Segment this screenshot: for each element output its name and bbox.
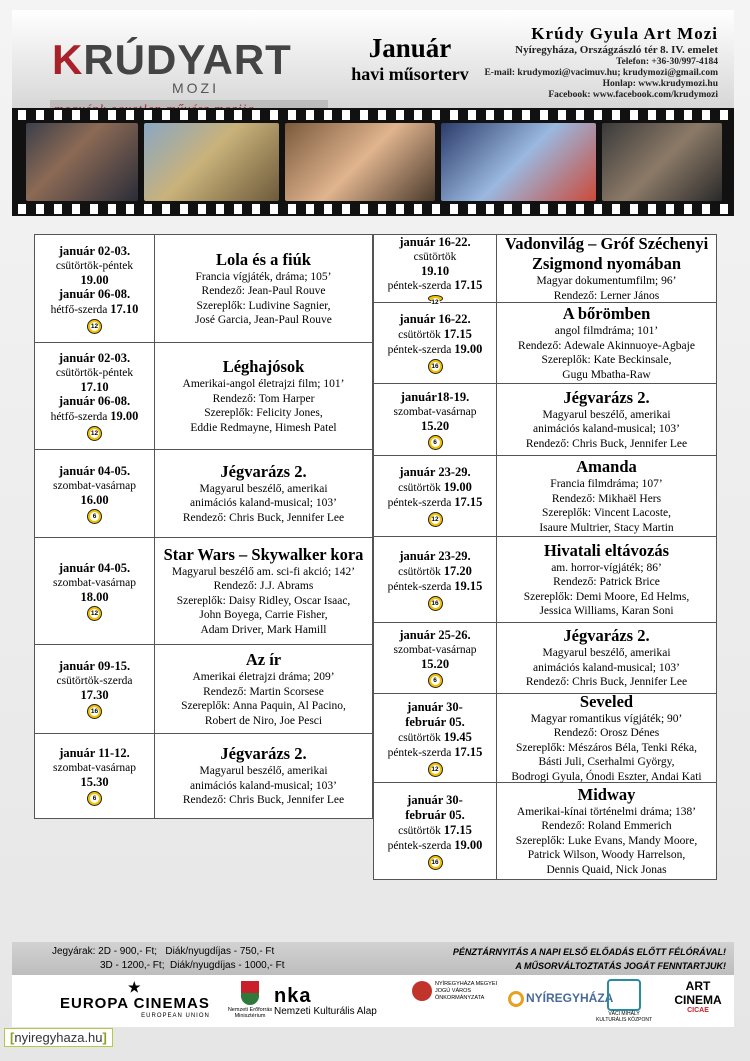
film-title: A bőrömben — [562, 304, 651, 323]
city-label: NYÍREGYHÁZA — [526, 991, 614, 1006]
age-rating-value: 6 — [431, 438, 440, 447]
ministry-logo — [220, 981, 280, 1019]
logo-sub: MOZI — [172, 80, 219, 96]
screening-times — [374, 384, 497, 455]
screening-time: 17.30 — [80, 688, 109, 702]
logo-text-rest: RÚDYART — [83, 36, 292, 83]
screening-date: január 02-03. — [58, 351, 131, 365]
screening-time: 19.15 — [454, 578, 483, 593]
age-rating-value: 12 — [431, 299, 439, 306]
screening-day: péntek-szerda — [387, 344, 452, 356]
screening-time: 17.15 — [454, 744, 483, 759]
film-detail-line: Magyarul beszélő, amerikai — [199, 482, 328, 495]
screening-day: péntek-szerda — [387, 839, 452, 852]
film-detail-line: Rendező: Lerner János — [553, 289, 660, 302]
screening-time: 17.10 — [80, 380, 109, 394]
program-column-left — [34, 234, 373, 819]
screening-day-time — [398, 564, 472, 579]
bracket-close-icon: ] — [102, 1030, 107, 1045]
film-title: Vadonvilág – Gróf Széchenyi Zsigmond nyomában — [504, 234, 709, 273]
film-detail-line: Rendező: Tom Harper — [212, 392, 315, 405]
age-rating-value: 12 — [90, 430, 99, 437]
film-detail-line: Magyarul beszélő, amerikai — [199, 765, 328, 778]
screening-time: 19.10 — [420, 264, 450, 278]
age-rating-icon — [428, 435, 443, 450]
ticket-prices — [52, 945, 285, 973]
filmstrip-banner — [12, 108, 734, 216]
film-info — [497, 537, 716, 622]
screening-day: szombat-vasárnap — [52, 577, 137, 589]
website: Honlap: www.krudymozi.hu — [602, 79, 718, 89]
film-detail-line: Szereplők: Mészáros Béla, Tenki Réka, — [515, 741, 697, 754]
film-detail-line: Szereplők: Demi Moore, Ed Helms, — [523, 590, 690, 603]
city-ring-icon — [508, 991, 524, 1007]
age-rating-value: 16 — [90, 708, 99, 715]
screening-day: csütörtök-szerda — [56, 675, 133, 687]
screening-time: 15.30 — [80, 775, 109, 789]
screening-day: csütörtök-péntek — [55, 259, 134, 272]
notice-box-office: PÉNZTÁRNYITÁS A NAPI ELSŐ ELŐADÁS ELŐTT FÉLÓRÁVAL! — [452, 947, 726, 957]
cinema-name: Krúdy Gyula Art Mozi — [531, 24, 718, 43]
screening-time: 17.15 — [454, 495, 483, 509]
price-line-3d: 3D - 1200,- Ft; Diák/nyugdíjas - 1000,- Ft — [100, 960, 285, 971]
screening-day-time — [388, 745, 483, 760]
film-detail-line: Jessica Williams, Karan Soni — [539, 605, 674, 617]
film-info — [497, 783, 716, 879]
film-detail-line: Francia filmdráma; 107’ — [550, 478, 663, 490]
age-rating-icon — [428, 762, 443, 777]
screening-row — [35, 343, 372, 450]
screening-date: január 25-26. — [399, 628, 471, 642]
screening-date: február 05. — [405, 807, 465, 822]
screening-times — [374, 235, 497, 306]
screening-day-time — [388, 838, 483, 853]
film-detail-line: Rendező: Martin Scorsese — [203, 685, 324, 698]
europa-cinemas-logo — [60, 981, 210, 1019]
film-info — [155, 235, 372, 342]
address: Nyíregyháza, Országzászló tér 8. IV. emelet — [515, 44, 718, 56]
film-title: Az ír — [245, 650, 282, 669]
film-detail-line: animációs kaland-musical; 103’ — [533, 661, 680, 674]
program-column-right — [373, 234, 717, 880]
screening-date: január 02-03. — [58, 243, 131, 258]
screening-day-time — [388, 495, 483, 510]
film-detail-line: Rendező: Patrick Brice — [553, 576, 660, 588]
age-rating-icon — [428, 512, 443, 527]
film-detail-line: Bodrogi Gyula, Ónodi Eszter, Andai Kati — [511, 770, 702, 783]
screening-day: szombat-vasárnap — [52, 479, 137, 492]
screening-day: péntek-szerda — [387, 280, 452, 292]
site-watermark[interactable] — [4, 1028, 113, 1047]
screening-times — [374, 623, 497, 693]
age-rating-value: 16 — [431, 363, 439, 370]
film-detail-line: Rendező: Mikhaël Hers — [551, 492, 662, 505]
nka-mark: nka — [274, 985, 312, 1007]
city-seal-icon — [412, 981, 432, 1001]
europa-cinemas-label: EUROPA CINEMAS — [60, 995, 210, 1012]
screening-day: csütörtök — [398, 565, 441, 578]
film-detail-line: Szereplők: Ludivine Sagnier, — [196, 299, 331, 312]
ministry-label: Nemzeti Erőforrás Minisztérium — [227, 1007, 273, 1019]
film-detail-line: Rendező: Chris Buck, Jennifer Lee — [525, 676, 688, 689]
screening-times — [35, 450, 155, 537]
screening-time: 17.20 — [443, 563, 472, 578]
screening-row — [35, 645, 372, 734]
screening-row — [374, 623, 716, 694]
film-detail-line: Rendező: Chris Buck, Jennifer Lee — [525, 437, 688, 450]
month-title: Január — [368, 33, 452, 63]
film-detail-line: Robert de Niro, Joe Pesci — [204, 714, 323, 727]
screening-date: január 16-22. — [399, 312, 471, 326]
screening-row — [374, 303, 716, 384]
film-info — [497, 303, 716, 383]
screening-times — [35, 538, 155, 644]
screening-date: január 04-05. — [58, 463, 131, 478]
screening-date: január18-19. — [400, 389, 470, 404]
vaci-mihaly-logo — [594, 979, 654, 1023]
logo-text: KRÚDYART — [52, 36, 292, 83]
notices — [453, 945, 726, 973]
film-title: Jégvarázs 2. — [220, 744, 307, 764]
cicae-label: CICAE — [687, 1007, 709, 1014]
screening-times — [35, 645, 155, 733]
film-info — [155, 538, 372, 644]
screening-day-time — [51, 302, 139, 317]
screening-day: csütörtök — [398, 482, 441, 494]
screening-date: január 06-08. — [58, 286, 131, 301]
art-cinema-label: ART CINEMA — [674, 979, 722, 1007]
film-detail-line: Szereplők: Kate Beckinsale, — [541, 354, 672, 366]
screening-day-time — [398, 823, 472, 838]
film-detail-line: Szereplők: Daisy Ridley, Oscar Isaac, — [176, 594, 351, 607]
film-detail-line: Rendező: Orosz Dénes — [553, 727, 660, 740]
screening-times — [35, 235, 155, 342]
screening-time: 19.00 — [80, 272, 109, 287]
film-title: Jégvarázs 2. — [563, 626, 650, 646]
age-rating-icon — [87, 319, 102, 334]
film-info — [497, 235, 716, 302]
film-detail-line: John Boyega, Carrie Fisher, — [199, 609, 328, 622]
film-detail-line: Szereplők: Luke Evans, Mandy Moore, — [515, 834, 698, 847]
film-detail-line: Szereplők: Vincent Lacoste, — [541, 507, 672, 519]
screening-times — [35, 343, 155, 449]
screening-day-time — [388, 278, 483, 293]
screening-times — [374, 694, 497, 782]
screening-times — [374, 303, 497, 383]
screening-row — [374, 384, 716, 456]
film-title: Midway — [577, 784, 636, 804]
film-still-4 — [441, 123, 596, 201]
film-detail-line: Amerikai-angol életrajzi film; 101’ — [182, 378, 345, 390]
film-still-2 — [144, 123, 279, 201]
film-title: Star Wars – Skywalker kora — [163, 544, 364, 564]
screening-time: 19.00 — [454, 837, 483, 852]
screening-day-time — [398, 327, 472, 342]
age-rating-value: 6 — [431, 676, 440, 685]
nka-label: Nemzeti Kulturális Alap — [274, 1006, 377, 1017]
film-detail-line: animációs kaland-musical; 103’ — [190, 497, 337, 510]
film-title: Jégvarázs 2. — [563, 387, 650, 407]
city-government-logo — [412, 981, 498, 1002]
film-title: Lola és a fiúk — [216, 249, 311, 269]
vaci-label: VÁCI MIHÁLY KULTURÁLIS KÖZPONT — [595, 1011, 653, 1023]
screening-row — [374, 783, 716, 879]
film-detail-line: animációs kaland-musical; 103’ — [190, 779, 337, 792]
film-info — [497, 623, 716, 693]
film-info — [497, 456, 716, 536]
screening-row — [374, 234, 716, 306]
film-detail-line: Patrick Wilson, Woody Harrelson, — [527, 849, 686, 862]
film-still-3 — [285, 123, 435, 201]
screening-time: 19.00 — [454, 342, 483, 356]
screening-time: 17.15 — [443, 327, 472, 341]
film-detail-line: Francia vígjáték, dráma; 105’ — [195, 270, 332, 283]
screening-times — [374, 783, 497, 879]
film-title: Jégvarázs 2. — [220, 461, 307, 481]
screening-time: 15.20 — [420, 657, 450, 671]
film-title: Léghajósok — [222, 357, 305, 376]
film-info — [155, 343, 372, 449]
star-icon: ★ — [128, 979, 142, 995]
film-detail-line: Magyar dokumentumfilm; 96’ — [536, 275, 677, 287]
age-rating-value: 6 — [90, 512, 99, 521]
month-block — [330, 34, 490, 86]
film-detail-line: José Garcia, Jean-Paul Rouve — [195, 314, 332, 326]
vaci-mark-icon — [607, 979, 641, 1011]
film-info — [497, 384, 716, 455]
age-rating-value: 16 — [431, 858, 439, 866]
age-rating-icon — [87, 509, 102, 524]
screening-date: január 23-29. — [399, 465, 471, 479]
age-rating-value: 12 — [90, 322, 99, 330]
screening-date: január 16-22. — [399, 235, 471, 249]
screening-time: 19.00 — [110, 409, 139, 423]
screening-day: péntek-szerda — [387, 497, 452, 509]
screening-date: január 06-08. — [58, 394, 131, 408]
age-rating-value: 12 — [431, 516, 439, 523]
screening-date: január 04-05. — [58, 561, 131, 575]
site-label: nyiregyhaza.hu — [14, 1030, 103, 1045]
age-rating-value: 16 — [431, 599, 439, 607]
film-still-1 — [26, 123, 138, 201]
screening-day: csütörtök — [398, 329, 441, 341]
screening-day: csütörtök-péntek — [55, 367, 134, 379]
screening-row — [35, 450, 372, 538]
film-detail-line: Amerikai-kínai történelmi dráma; 138’ — [516, 805, 697, 818]
art-cinema-logo — [662, 979, 734, 1014]
screening-date: február 05. — [405, 714, 465, 729]
screening-time: 17.15 — [443, 822, 472, 837]
month-subtitle: havi műsorterv — [351, 64, 469, 84]
age-rating-icon — [428, 359, 443, 374]
film-detail-line: angol filmdráma; 101’ — [554, 325, 659, 337]
price-line-2d: Jegyárak: 2D - 900,- Ft; Diák/nyugdíjas - 750,- Ft — [52, 946, 275, 957]
cinema-contact — [484, 24, 718, 101]
film-detail-line: Magyarul beszélő, amerikai — [542, 408, 671, 421]
film-info — [155, 450, 372, 537]
film-detail-line: Rendező: Chris Buck, Jennifer Lee — [182, 511, 345, 524]
screening-day: szombat-vasárnap — [393, 644, 477, 656]
age-rating-icon — [87, 791, 102, 806]
header — [12, 10, 734, 110]
screening-time: 15.20 — [420, 418, 450, 433]
cinema-logo — [52, 36, 292, 96]
age-rating-icon — [87, 606, 102, 621]
email: E-mail: krudymozi@vacimuv.hu; krudymozi@gmail.com — [484, 68, 718, 78]
screening-day: csütörtök — [398, 731, 441, 744]
nka-logo — [274, 985, 377, 1017]
screening-date: január 11-12. — [59, 746, 130, 760]
film-detail-line: Rendező: Roland Emmerich — [541, 820, 672, 833]
screening-time: 17.15 — [454, 278, 483, 292]
film-detail-line: am. horror-vígjáték; 86’ — [551, 561, 662, 574]
age-rating-icon — [428, 673, 443, 688]
screening-day-time — [388, 579, 483, 594]
film-info — [155, 645, 372, 733]
screening-times — [374, 537, 497, 622]
price-bar — [12, 942, 734, 975]
film-info — [155, 734, 372, 818]
film-detail-line: Szereplők: Anna Paquin, Al Pacino, — [181, 700, 346, 712]
film-detail-line: Isaure Multrier, Stacy Martin — [539, 521, 674, 534]
screening-day-time — [388, 342, 483, 357]
bracket-icon: [ — [10, 1030, 15, 1045]
screening-day: szombat-vasárnap — [393, 405, 477, 418]
screening-row — [35, 734, 372, 818]
film-detail-line: Szereplők: Felicity Jones, — [204, 407, 323, 419]
age-rating-value: 12 — [431, 765, 439, 773]
film-detail-line: Adam Driver, Mark Hamill — [200, 623, 327, 636]
screening-time: 19.00 — [443, 480, 472, 494]
screening-day: péntek-szerda — [387, 580, 452, 593]
screening-times — [374, 456, 497, 536]
film-detail-line: Magyarul beszélő am. sci-fi akció; 142’ — [171, 565, 356, 578]
film-detail-line: Rendező: J.J. Abrams — [213, 580, 314, 593]
film-detail-line: animációs kaland-musical; 103’ — [533, 423, 680, 436]
european-union-label: EUROPEAN UNION — [141, 1013, 210, 1019]
film-title: Hivatali eltávozás — [543, 540, 670, 560]
filmstrip-perforations-bottom — [12, 204, 734, 214]
screening-day: hétfő-szerda — [50, 411, 108, 423]
screening-row — [374, 537, 716, 623]
film-info — [497, 691, 716, 783]
screening-time: 17.10 — [110, 301, 139, 316]
filmstrip-perforations-top — [12, 110, 734, 120]
film-detail-line: Rendező: Jean-Paul Rouve — [201, 285, 326, 297]
age-rating-icon — [87, 426, 102, 441]
screening-row — [374, 456, 716, 537]
screening-time: 16.00 — [80, 492, 109, 507]
facebook: Facebook: www.facebook.com/krudymozi — [548, 90, 718, 100]
film-title: Amanda — [576, 457, 637, 476]
screening-date: január 09-15. — [58, 659, 131, 673]
screening-date: január 30- — [407, 699, 463, 714]
age-rating-icon — [87, 704, 102, 719]
screening-day: csütörtök — [398, 824, 441, 837]
notice-changes: A MŰSORVÁLTOZTATÁS JOGÁT FENNTARTJUK! — [515, 961, 726, 971]
screening-day-time — [51, 409, 139, 424]
city-government-label: NYÍREGYHÁZA MEGYEI JOGÚ VÁROS ÖNKORMÁNYZATA — [435, 981, 498, 1001]
film-detail-line: Gugu Mbatha-Raw — [562, 368, 651, 381]
screening-row — [35, 538, 372, 645]
film-still-5 — [602, 123, 722, 201]
screening-day: szombat-vasárnap — [52, 762, 137, 774]
screening-time: 18.00 — [80, 590, 109, 604]
age-rating-value: 6 — [90, 794, 99, 803]
coat-of-arms-icon — [241, 981, 259, 1005]
film-detail-line: Básti Juli, Cserhalmi György, — [538, 756, 675, 769]
film-detail-line: Dennis Quaid, Nick Jonas — [546, 863, 667, 876]
screening-row — [374, 691, 716, 783]
film-title: Seveled — [579, 691, 634, 711]
film-detail-line: Magyarul beszélő, amerikai — [542, 647, 671, 660]
film-detail-line: Rendező: Adewale Akinnuoye-Agbaje — [518, 339, 695, 352]
screening-day-time — [398, 730, 472, 745]
film-detail-line: Magyar romantikus vígjáték; 90’ — [530, 712, 683, 725]
sponsor-logos — [12, 975, 734, 1027]
screening-day: péntek-szerda — [387, 746, 452, 759]
age-rating-value: 12 — [90, 610, 99, 617]
film-detail-line: Rendező: Chris Buck, Jennifer Lee — [182, 794, 345, 807]
screening-time: 19.45 — [443, 729, 472, 744]
screening-day: csütörtök — [413, 251, 457, 263]
screening-day: hétfő-szerda — [50, 303, 108, 316]
screening-day-time — [398, 480, 472, 495]
phone: Telefon: +36-30/997-4184 — [616, 57, 718, 67]
film-detail-line: Eddie Redmayne, Himesh Patel — [190, 421, 337, 434]
screening-date: január 30- — [407, 792, 463, 807]
age-rating-icon — [428, 855, 443, 870]
age-rating-icon — [428, 596, 443, 611]
film-detail-line: Amerikai életrajzi dráma; 209’ — [192, 671, 335, 683]
screening-date: január 23-29. — [399, 548, 471, 563]
screening-row — [35, 235, 372, 343]
age-rating-icon — [428, 295, 443, 306]
screening-times — [35, 734, 155, 818]
